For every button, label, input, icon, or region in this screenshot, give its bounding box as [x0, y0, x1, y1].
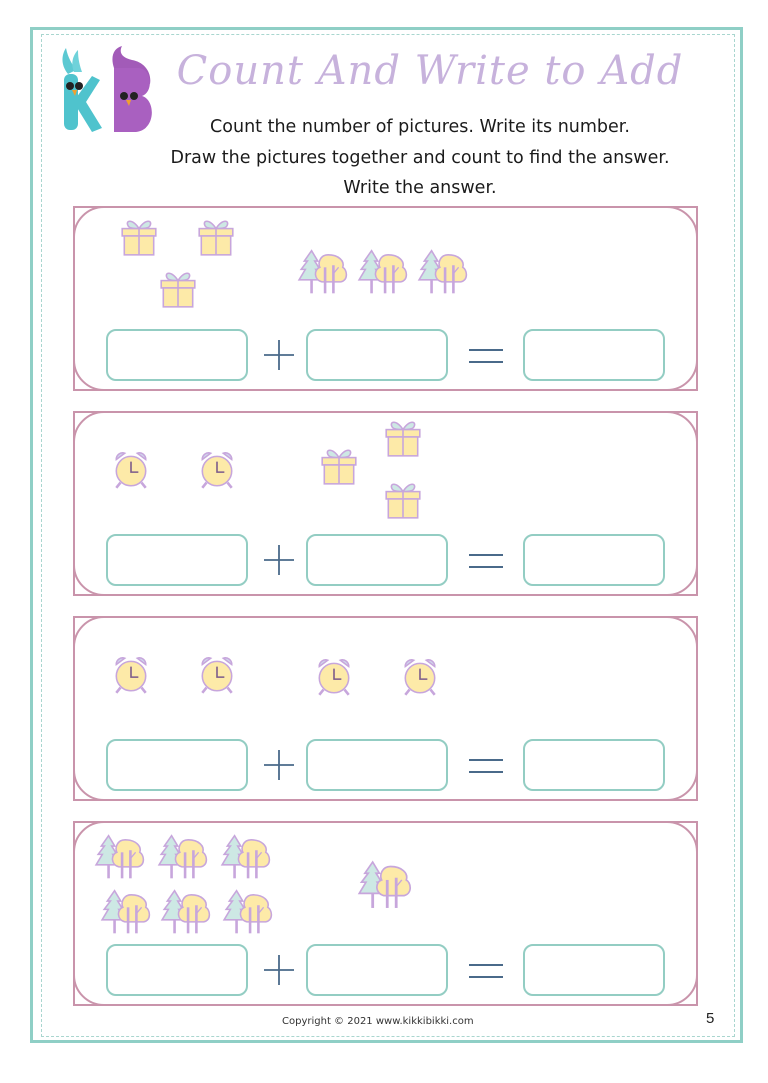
alarm-clock-icon — [110, 449, 152, 491]
page-title: Count And Write to Add — [176, 48, 684, 94]
answer-box[interactable] — [523, 944, 665, 996]
answer-box[interactable] — [523, 739, 665, 791]
equals-icon — [469, 338, 503, 372]
trees-icon — [357, 859, 413, 911]
gift-icon — [118, 216, 160, 258]
problem-panel-3 — [73, 616, 698, 796]
second-addend-box[interactable] — [306, 329, 448, 381]
second-addend-box[interactable] — [306, 944, 448, 996]
equals-icon — [469, 543, 503, 577]
instruction-line-2: Draw the pictures together and count to find the answer. — [170, 148, 670, 168]
page-number: 5 — [706, 1010, 715, 1027]
plus-icon — [262, 543, 296, 577]
first-addend-box[interactable] — [106, 329, 248, 381]
problem-panel-4 — [73, 821, 698, 1001]
alarm-clock-icon — [196, 654, 238, 696]
gift-icon — [382, 417, 424, 459]
gift-icon — [195, 216, 237, 258]
trees-icon — [222, 888, 274, 936]
alarm-clock-icon — [110, 654, 152, 696]
gift-icon — [157, 268, 199, 310]
trees-icon — [220, 833, 272, 881]
answer-box[interactable] — [523, 329, 665, 381]
equals-icon — [469, 953, 503, 987]
instruction-line-1: Count the number of pictures. Write its number. — [210, 117, 630, 137]
copyright-text: Copyright © 2021 www.kikkibikki.com — [282, 1016, 474, 1027]
problem-panel-2 — [73, 411, 698, 591]
second-addend-box[interactable] — [306, 739, 448, 791]
trees-icon — [417, 248, 469, 296]
trees-icon — [157, 833, 209, 881]
second-addend-box[interactable] — [306, 534, 448, 586]
plus-icon — [262, 748, 296, 782]
alarm-clock-icon — [313, 656, 355, 698]
trees-icon — [357, 248, 409, 296]
first-addend-box[interactable] — [106, 534, 248, 586]
trees-icon — [297, 248, 349, 296]
alarm-clock-icon — [196, 449, 238, 491]
equals-icon — [469, 748, 503, 782]
first-addend-box[interactable] — [106, 739, 248, 791]
plus-icon — [262, 953, 296, 987]
alarm-clock-icon — [399, 656, 441, 698]
problem-panel-1 — [73, 206, 698, 386]
first-addend-box[interactable] — [106, 944, 248, 996]
gift-icon — [318, 445, 360, 487]
trees-icon — [100, 888, 152, 936]
trees-icon — [160, 888, 212, 936]
trees-icon — [94, 833, 146, 881]
plus-icon — [262, 338, 296, 372]
answer-box[interactable] — [523, 534, 665, 586]
gift-icon — [382, 479, 424, 521]
instruction-line-3: Write the answer. — [343, 178, 497, 198]
